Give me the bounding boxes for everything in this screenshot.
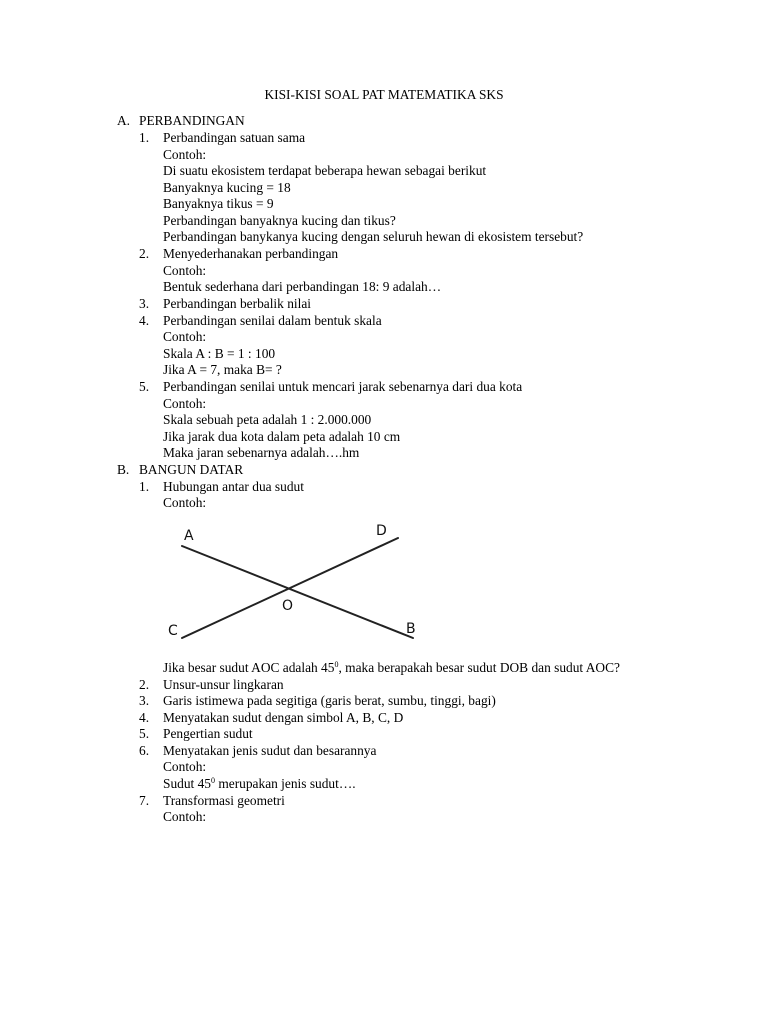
question-text-before: Jika besar sudut AOC adalah 45 [163, 660, 335, 675]
item-number: 7. [139, 793, 150, 808]
item-line: Contoh: [163, 396, 207, 411]
section-a-heading: PERBANDINGAN [139, 113, 245, 128]
intersecting-lines-figure [160, 515, 440, 650]
item-line: Contoh: [163, 809, 207, 824]
item-line: Di suatu ekosistem terdapat beberapa hewan sebagai berikut [163, 163, 487, 178]
item-title: Menyederhanakan perbandingan [163, 246, 339, 261]
degree-superscript: 0 [211, 776, 215, 785]
item-title: Hubungan antar dua sudut [163, 479, 304, 494]
item-title: Perbandingan senilai dalam bentuk skala [163, 313, 382, 328]
question-text-after: , maka berapakah besar sudut DOB dan sudut AOC? [338, 660, 620, 675]
angle-diagram [160, 515, 440, 650]
item-title: Garis istimewa pada segitiga (garis berat, sumbu, tinggi, bagi) [163, 693, 496, 708]
item-line: Skala sebuah peta adalah 1 : 2.000.000 [163, 412, 372, 427]
item-number: 3. [139, 693, 150, 708]
item-line: Contoh: [163, 329, 207, 344]
item-line: Contoh: [163, 263, 207, 278]
item-number: 5. [139, 379, 150, 394]
item-title: Perbandingan senilai untuk mencari jarak sebenarnya dari dua kota [163, 379, 523, 394]
item-line: Perbandingan banyaknya kucing dan tikus? [163, 213, 396, 228]
item-title: Unsur-unsur lingkaran [163, 677, 284, 692]
section-b-heading: BANGUN DATAR [139, 462, 244, 477]
item-line: Maka jaran sebenarnya adalah….hm [163, 445, 360, 460]
item-number: 1. [139, 130, 150, 145]
item-number: 4. [139, 313, 150, 328]
item6-example-text [163, 776, 356, 792]
item-number: 2. [139, 246, 150, 261]
item-title: Perbandingan satuan sama [163, 130, 306, 145]
item-number: 5. [139, 726, 150, 741]
item-line: Perbandingan banykanya kucing dengan seluruh hewan di ekosistem tersebut? [163, 229, 584, 244]
item-line: Jika A = 7, maka B= ? [163, 362, 282, 377]
item-title: Menyatakan sudut dengan simbol A, B, C, D [163, 710, 404, 725]
item-number: 2. [139, 677, 150, 692]
point-label-a: A [184, 528, 194, 544]
example-text-before: Sudut 45 [163, 776, 211, 791]
point-label-d: D [376, 523, 387, 539]
section-b-letter: B. [117, 462, 130, 477]
line-segment-cd [182, 538, 398, 638]
point-label-c: C [168, 623, 178, 639]
section-a-letter: A. [117, 113, 131, 128]
item-title: Pengertian sudut [163, 726, 253, 741]
item-line: Contoh: [163, 759, 207, 774]
item-title: Menyatakan jenis sudut dan besarannya [163, 743, 377, 758]
item-line: Banyaknya kucing = 18 [163, 180, 291, 195]
item-line: Bentuk sederhana dari perbandingan 18: 9 adalah… [163, 279, 442, 294]
item-line: Contoh: [163, 147, 207, 162]
item-title: Perbandingan berbalik nilai [163, 296, 311, 311]
item-line: Skala A : B = 1 : 100 [163, 346, 276, 361]
point-label-o: O [282, 598, 294, 614]
item-line: Jika jarak dua kota dalam peta adalah 10 cm [163, 429, 401, 444]
item-line: Contoh: [163, 495, 207, 510]
example-text-after: merupakan jenis sudut…. [215, 776, 356, 791]
item-title: Transformasi geometri [163, 793, 285, 808]
item-number: 1. [139, 479, 150, 494]
item-number: 6. [139, 743, 150, 758]
item-line: Banyaknya tikus = 9 [163, 196, 274, 211]
line-segment-ab [182, 546, 413, 638]
document-title: KISI-KISI SOAL PAT MATEMATIKA SKS [264, 87, 504, 102]
figure-question [163, 660, 620, 676]
item-number: 4. [139, 710, 150, 725]
point-label-b: B [406, 621, 416, 637]
item-number: 3. [139, 296, 150, 311]
degree-superscript: 0 [334, 660, 339, 669]
